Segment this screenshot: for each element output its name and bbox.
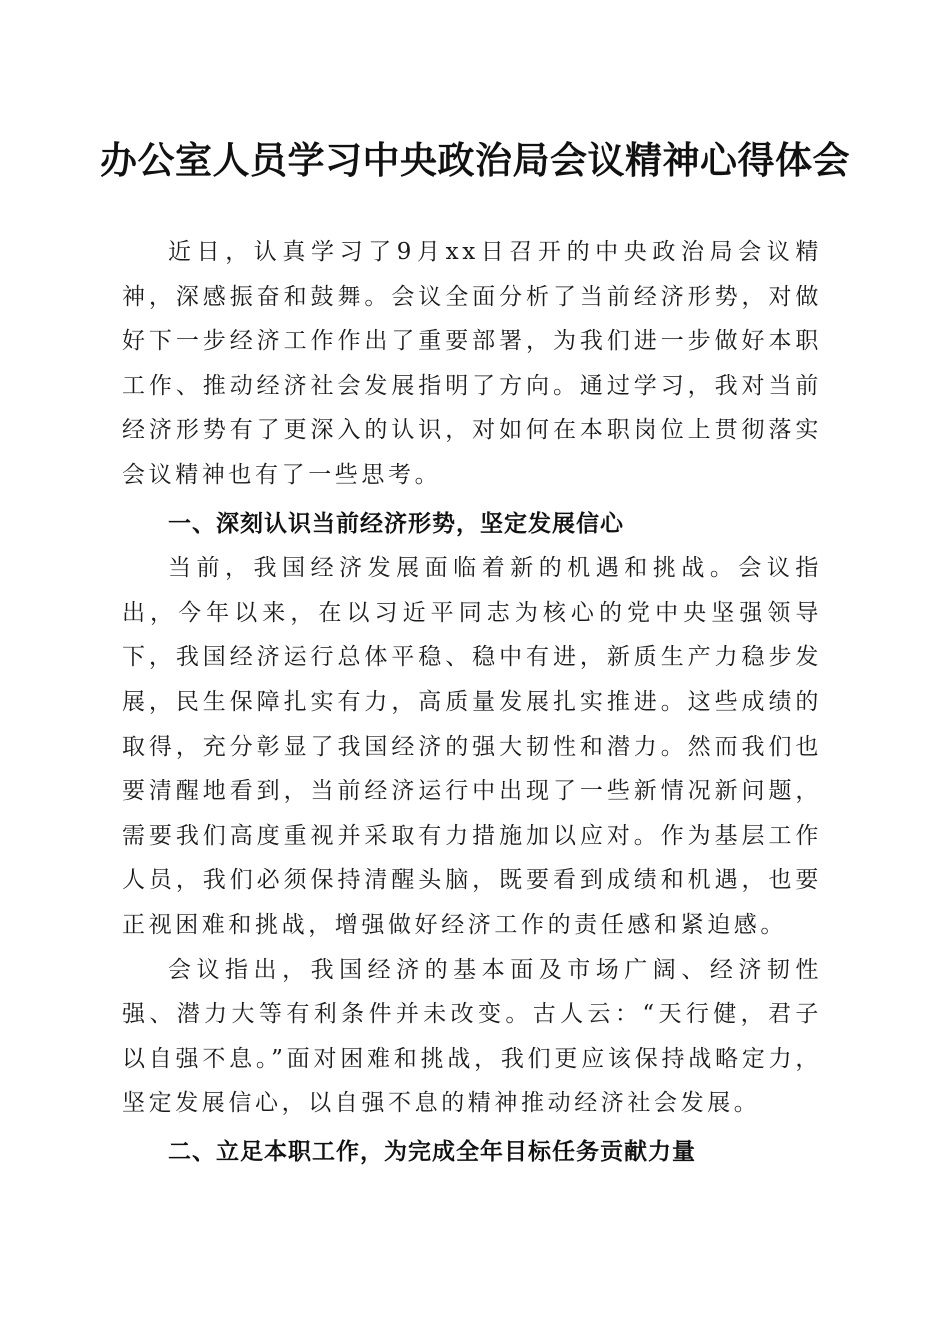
document-body xyxy=(122,230,822,1174)
paragraph-economic-situation: 当前，我国经济发展面临着新的机遇和挑战。会议指出，今年以来，在以习近平同志为核心的党中央坚强领导下，我国经济运行总体平稳、稳中有进，新质生产力稳步发展，民生保障扎实有力，高质量发展扎实推进。这些成绩的取得，充分彰显了我国经济的强大韧性和潜力。然而我们也要清醒地看到，当前经济运行中出现了一些新情况新问题，需要我们高度重视并采取有力措施加以应对。作为基层工作人员，我们必须保持清醒头脑，既要看到成绩和机遇，也要正视困难和挑战，增强做好经济工作的责任感和紧迫感。 xyxy=(122,555,822,938)
section-heading-2: 二、立足本职工作，为完成全年目标任务贡献力量 xyxy=(168,1138,696,1165)
paragraph-intro: 近日，认真学习了9月xx日召开的中央政治局会议精神，深感振奋和鼓舞。会议全面分析了当前经济形势，对做好下一步经济工作作出了重要部署，为我们进一步做好本职工作、推动经济社会发展指明了方向。通过学习，我对当前经济形势有了更深入的认识，对如何在本职岗位上贯彻落实会议精神也有了一些思考。 xyxy=(122,239,822,488)
paragraph-confidence: 会议指出，我国经济的基本面及市场广阔、经济韧性强、潜力大等有利条件并未改变。古人云：“天行健，君子以自强不息。”面对困难和挑战，我们更应该保持战略定力，坚定发展信心，以自强不息的精神推动经济社会发展。 xyxy=(122,956,822,1117)
section-heading-1: 一、深刻认识当前经济形势，坚定发展信心 xyxy=(168,510,624,537)
document-title: 办公室人员学习中央政治局会议精神心得体会 xyxy=(100,138,850,182)
